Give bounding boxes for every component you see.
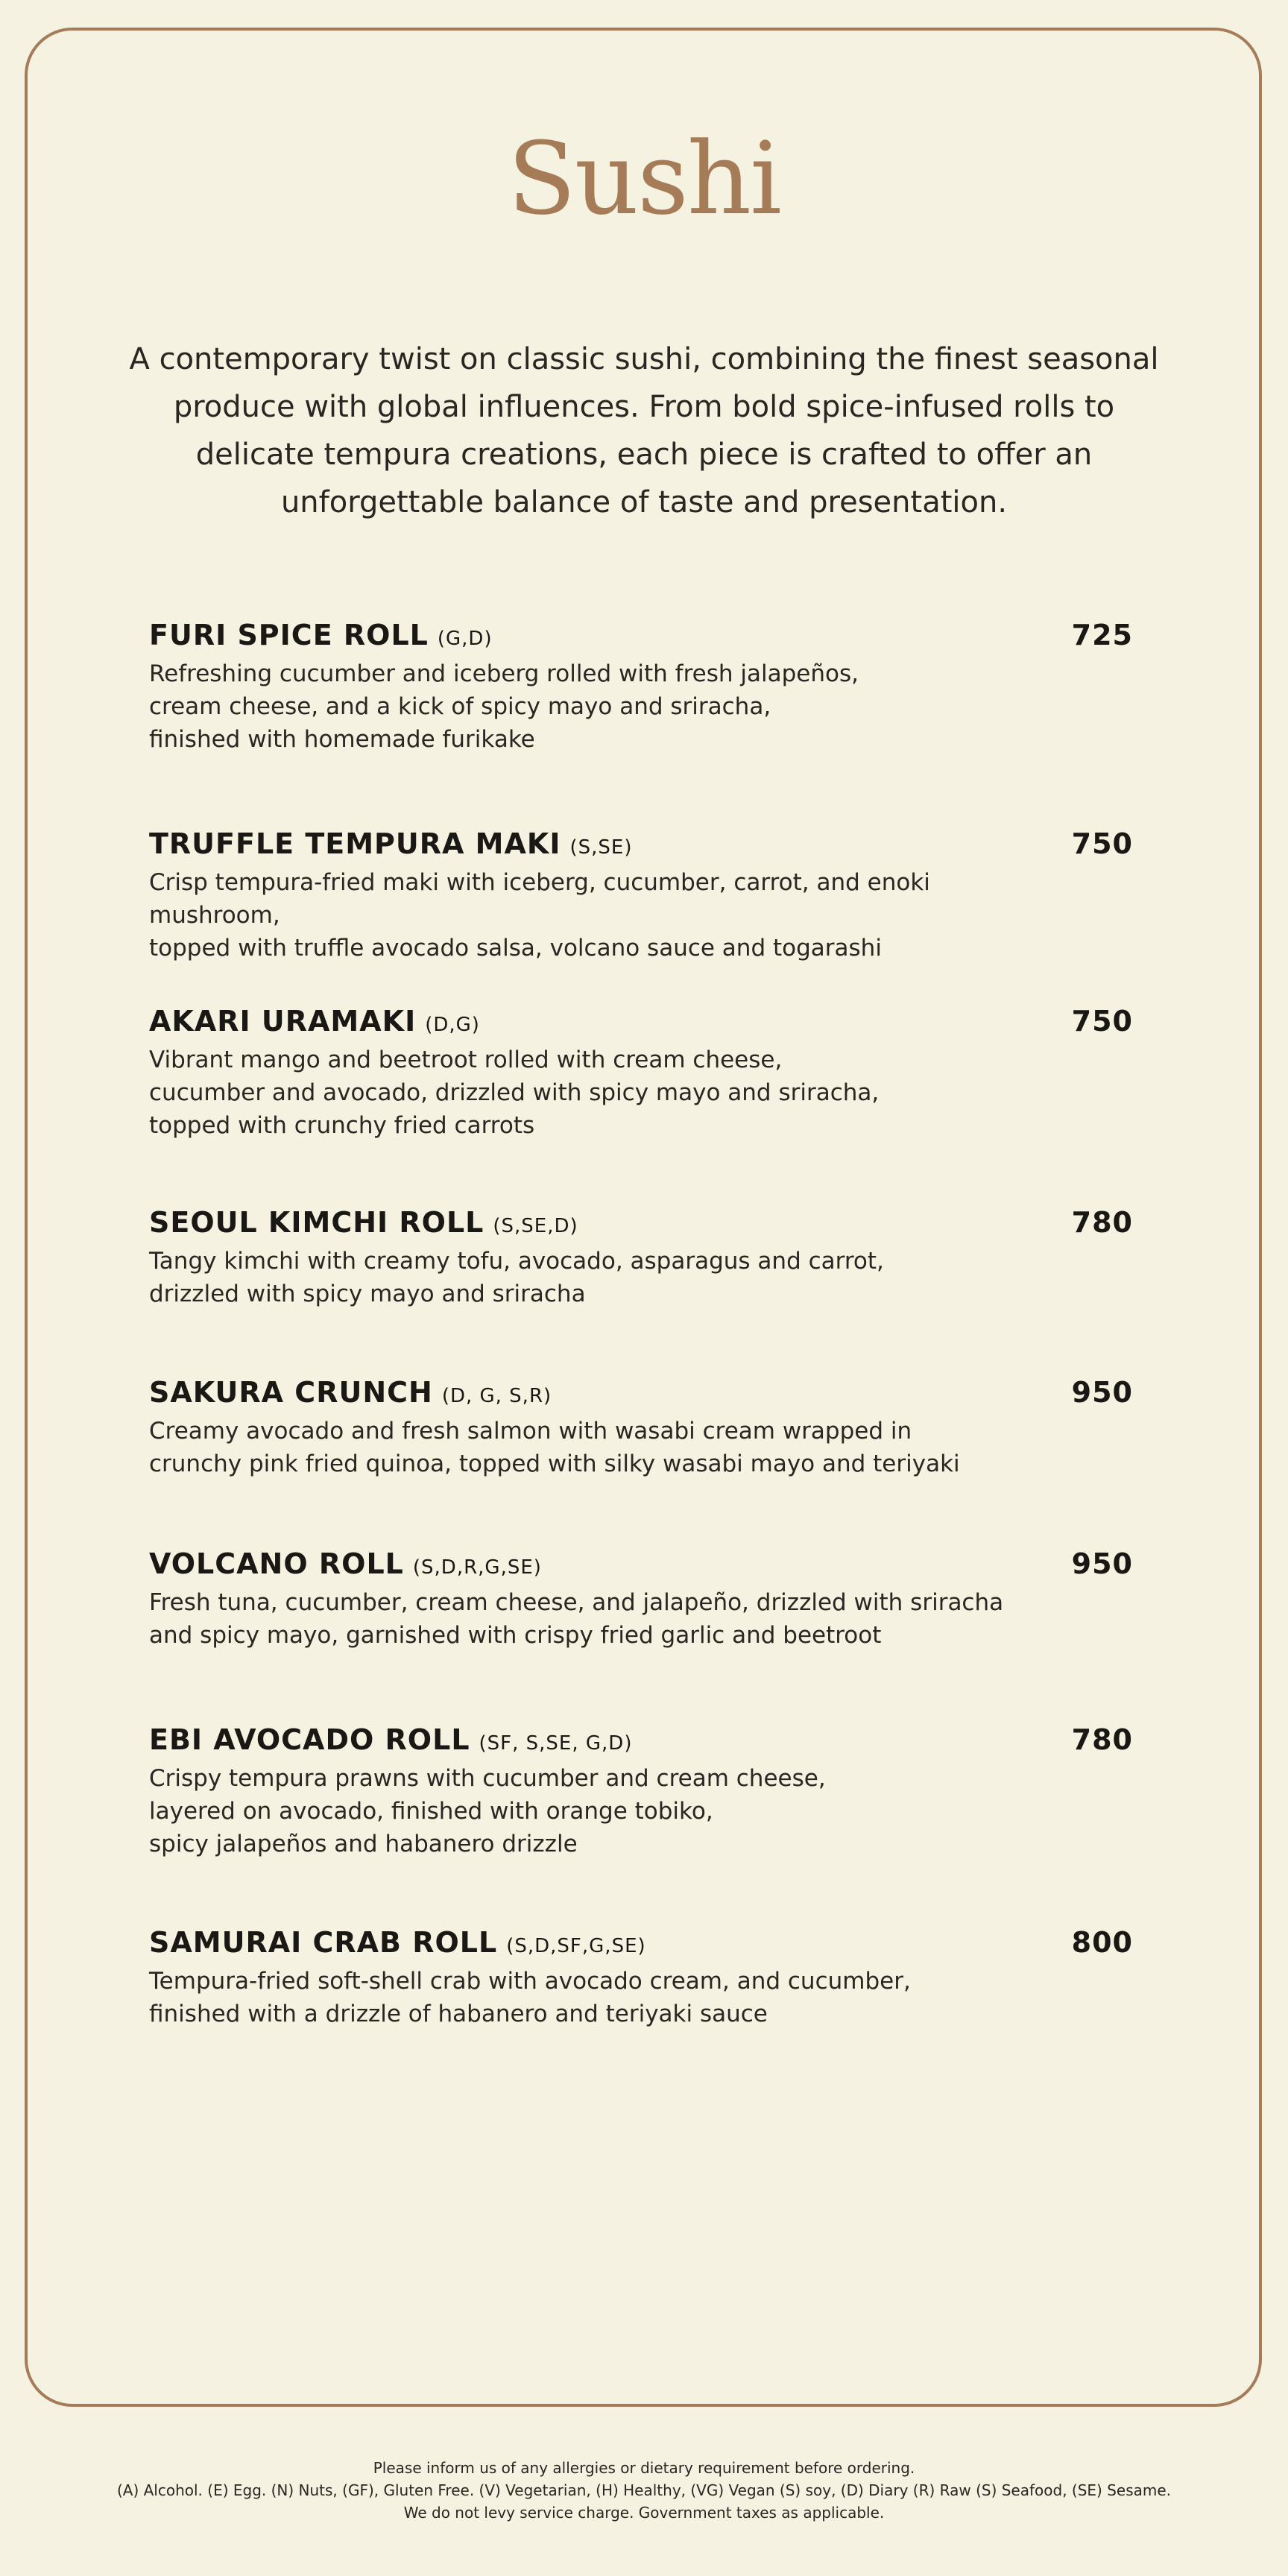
menu-item: [149, 1376, 1133, 1480]
item-name: SAMURAI CRAB ROLL: [149, 1926, 498, 1959]
item-allergen-tags: (D, G, S,R): [441, 1385, 552, 1407]
item-description: Crisp tempura-fried maki with iceberg, cucumber, carrot, and enoki mushroom, topped with truffle avocado salsa, volcano sauce and togarashi: [149, 869, 930, 962]
item-price: 750: [1071, 1005, 1133, 1038]
item-description: Tempura-fried soft-shell crab with avocado cream, and cucumber, finished with a drizzle of habanero and teriyaki sauce: [149, 1968, 911, 2027]
menu-item: [149, 619, 1133, 756]
item-description: Tangy kimchi with creamy tofu, avocado, asparagus and carrot, drizzled with spicy mayo and sriracha: [149, 1248, 884, 1307]
item-name: AKARI URAMAKI: [149, 1005, 417, 1038]
item-description: Fresh tuna, cucumber, cream cheese, and jalapeño, drizzled with sriracha and spicy mayo, garnished with crispy fried garlic and beetroot: [149, 1589, 1004, 1649]
item-allergen-tags: (S,SE,D): [493, 1215, 578, 1237]
item-allergen-tags: (S,D,SF,G,SE): [506, 1935, 646, 1957]
item-price: 950: [1071, 1547, 1133, 1580]
allergen-legend: (A) Alcohol. (E) Egg. (N) Nuts, (GF), Gluten Free. (V) Vegetarian, (H) Healthy, (VG) Vegan (S) soy, (D) Diary (R) Raw (S) Seafood, (SE) Sesame.: [116, 2481, 1172, 2499]
item-price: 950: [1071, 1376, 1133, 1409]
menu-item: [149, 1547, 1133, 1652]
menu-item: [149, 1926, 1133, 2030]
tax-notice: We do not levy service charge. Government taxes as applicable.: [403, 2504, 885, 2522]
allergy-notice: Please inform us of any allergies or dietary requirement before ordering.: [373, 2459, 915, 2477]
item-name: FURI SPICE ROLL: [149, 619, 429, 651]
item-name: TRUFFLE TEMPURA MAKI: [149, 827, 561, 860]
item-allergen-tags: (G,D): [437, 628, 493, 650]
menu-item: [149, 1723, 1133, 1860]
item-allergen-tags: (SF, S,SE, G,D): [479, 1732, 633, 1755]
item-price: 780: [1071, 1206, 1133, 1239]
page-title: Sushi: [507, 121, 781, 237]
menu-introduction: A contemporary twist on classic sushi, combining the finest seasonal produce with global influences. From bold spice-infused rolls to delicate tempura creations, each piece is crafted to offer an unforgettable balance of taste and presentation.: [129, 342, 1159, 520]
menu-item: [149, 827, 1133, 965]
menu-item: [149, 1005, 1133, 1142]
item-allergen-tags: (S,SE): [569, 836, 633, 859]
item-price: 725: [1071, 619, 1133, 651]
item-description: Creamy avocado and fresh salmon with wasabi cream wrapped in crunchy pink fried quinoa, topped with silky wasabi mayo and teriyaki: [149, 1418, 960, 1477]
item-price: 800: [1071, 1926, 1133, 1959]
item-name: VOLCANO ROLL: [149, 1547, 404, 1580]
item-description: Crispy tempura prawns with cucumber and cream cheese, layered on avocado, finished with orange tobiko, spicy jalapeños and habanero drizzle: [149, 1765, 826, 1857]
item-name: EBI AVOCADO ROLL: [149, 1723, 470, 1756]
item-name: SEOUL KIMCHI ROLL: [149, 1206, 484, 1239]
item-price: 750: [1071, 827, 1133, 860]
item-description: Vibrant mango and beetroot rolled with cream cheese, cucumber and avocado, drizzled with spicy mayo and sriracha, topped with crunchy fried carrots: [149, 1046, 880, 1139]
allergen-footer: [0, 2457, 1288, 2524]
item-name: SAKURA CRUNCH: [149, 1376, 433, 1409]
item-price: 780: [1071, 1723, 1133, 1756]
item-description: Refreshing cucumber and iceberg rolled with fresh jalapeños, cream cheese, and a kick of spicy mayo and sriracha, finished with homemade furikake: [149, 660, 859, 753]
item-allergen-tags: (S,D,R,G,SE): [412, 1556, 542, 1579]
menu-item: [149, 1206, 1133, 1310]
item-allergen-tags: (D,G): [425, 1014, 480, 1036]
